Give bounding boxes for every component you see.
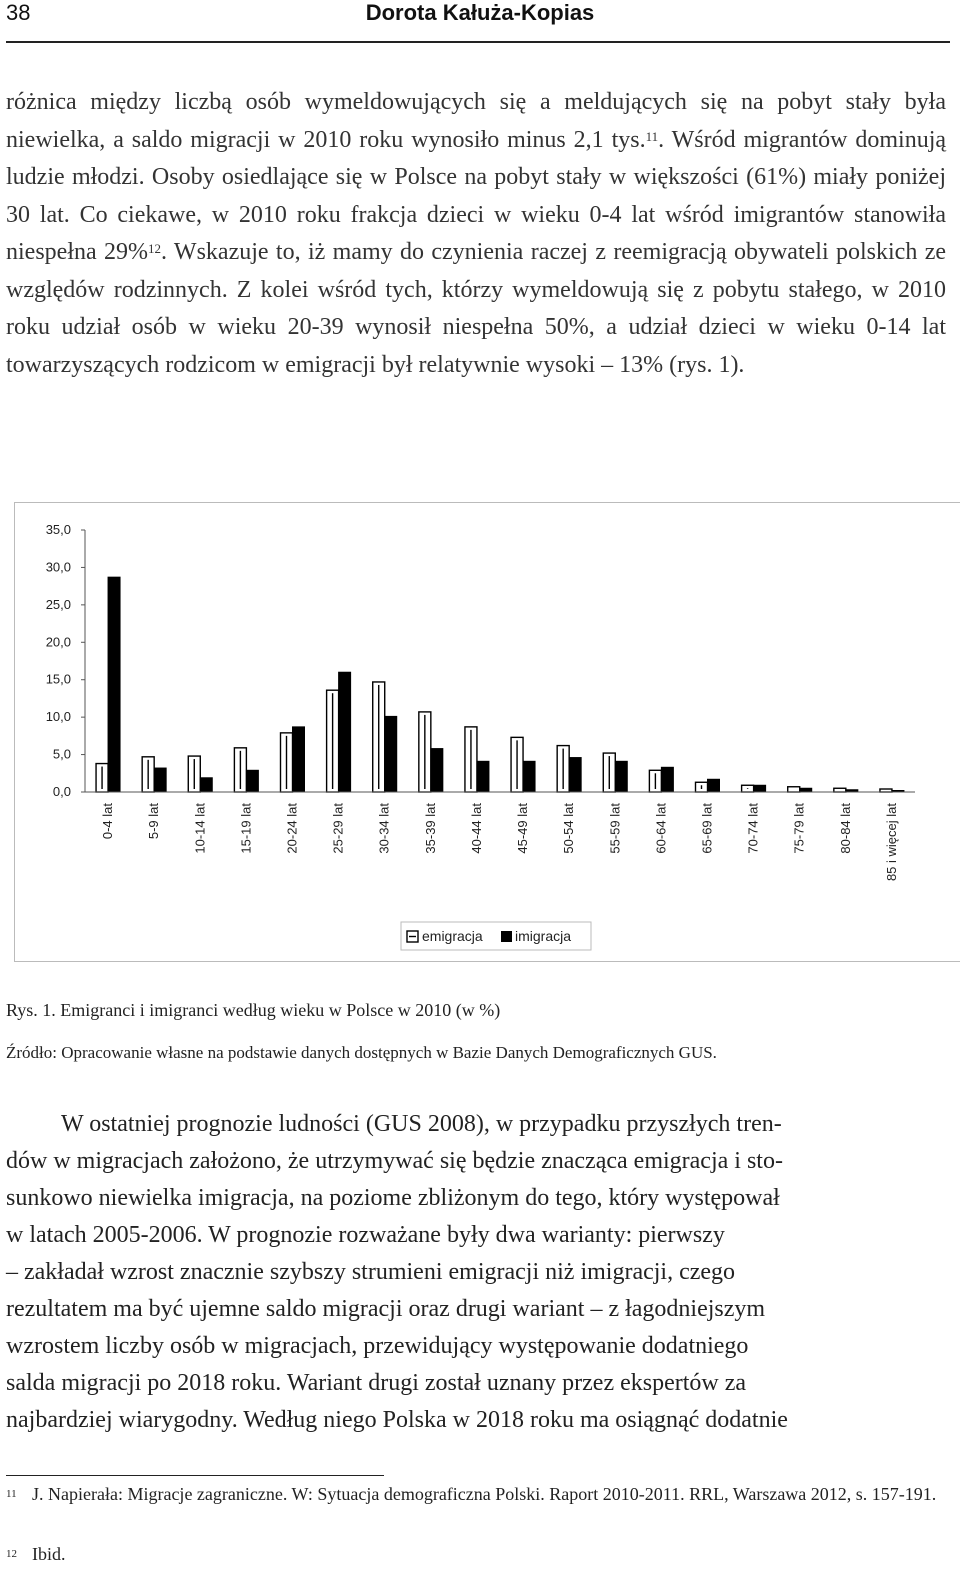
footnote-number: 11 bbox=[6, 1488, 17, 1500]
paragraph-line: wzrostem liczby osób w migracjach, przewidujący występowanie dodatniego bbox=[6, 1333, 749, 1359]
x-category-label: 25-29 lat bbox=[330, 803, 346, 854]
bar-imigracja bbox=[754, 785, 766, 792]
footnote-11 bbox=[6, 1482, 946, 1506]
header-rule bbox=[6, 41, 950, 43]
x-category-label: 20-24 lat bbox=[284, 803, 300, 854]
paragraph-line: dów w migracjach założono, że utrzymywać się będzie znacząca emigracja i sto- bbox=[6, 1148, 783, 1174]
y-tick-label: 5,0 bbox=[52, 746, 71, 762]
legend-swatch-imigracja bbox=[501, 931, 512, 942]
x-category-label: 70-74 lat bbox=[745, 803, 761, 854]
y-tick-label: 10,0 bbox=[45, 709, 71, 725]
body-paragraph-1 bbox=[6, 84, 946, 384]
x-category-label: 0-4 lat bbox=[100, 803, 116, 840]
y-tick-label: 30,0 bbox=[45, 559, 71, 575]
bar-imigracja bbox=[339, 672, 351, 792]
footnote-ref-12[interactable]: 12 bbox=[148, 241, 161, 256]
bar-imigracja bbox=[661, 767, 673, 792]
bar-emigracja bbox=[788, 787, 800, 792]
paragraph-line: sunkowo niewielka imigracja, na poziome zbliżonym do tego, który występował bbox=[6, 1185, 780, 1211]
paragraph-line: rezultatem ma być ujemne saldo migracji oraz drugi wariant – z łagodniejszym bbox=[6, 1296, 766, 1322]
footnote-rule bbox=[6, 1475, 384, 1476]
paragraph-text: różnica między liczbą osób wymeldowujących się a meldujących się na pobyt stały była niewielka, a saldo migracji w 2010 roku wynosiło minus 2,1 tys. bbox=[6, 89, 946, 153]
bar-imigracja bbox=[523, 761, 535, 792]
bar-imigracja bbox=[385, 716, 397, 792]
x-category-label: 50-54 lat bbox=[561, 803, 577, 854]
x-category-label: 75-79 lat bbox=[791, 803, 807, 854]
footnote-number: 12 bbox=[6, 1548, 17, 1560]
x-category-label: 60-64 lat bbox=[653, 803, 669, 854]
bar-imigracja bbox=[200, 778, 212, 792]
bar-imigracja bbox=[477, 761, 489, 792]
x-category-label: 40-44 lat bbox=[468, 803, 484, 854]
y-tick-label: 20,0 bbox=[45, 634, 71, 650]
bar-imigracja bbox=[154, 768, 166, 792]
paragraph-text: . Wśród migrantów dominują ludzie młodzi. Osoby osiedlające się w Polsce na pobyt stały w większości (61%) miały poniżej 30 lat. Co ciekawe, w 2010 roku frakcja dzieci w wieku 0-4 lat wśród imigrantów stanowiła niespełna 29% bbox=[6, 126, 947, 265]
legend-label-emigracja: emigracja bbox=[422, 928, 483, 944]
y-tick-label: 15,0 bbox=[45, 671, 71, 687]
x-category-label: 15-19 lat bbox=[238, 803, 254, 854]
bar-imigracja bbox=[800, 788, 812, 792]
bar-chart bbox=[15, 503, 960, 961]
body-paragraph-2 bbox=[6, 1106, 946, 1439]
figure-chart bbox=[14, 502, 960, 962]
footnote-text: Ibid. bbox=[32, 1544, 66, 1564]
y-tick-label: 25,0 bbox=[45, 596, 71, 612]
footnote-ref-11[interactable]: 11 bbox=[645, 128, 659, 144]
x-category-label: 35-39 lat bbox=[422, 803, 438, 854]
x-category-label: 45-49 lat bbox=[515, 803, 531, 854]
figure-caption: Rys. 1. Emigranci i imigranci według wieku w Polsce w 2010 (w %) bbox=[6, 1000, 501, 1020]
x-category-label: 55-59 lat bbox=[607, 803, 623, 854]
running-head-author: Dorota Kałuża-Kopias bbox=[365, 0, 595, 25]
page-header bbox=[0, 0, 960, 44]
footnote-text: J. Napierała: Migracje zagraniczne. W: Sytuacja demograficzna Polski. Raport 2010-2011. RRL, Warszawa 2012, s. 157-191. bbox=[32, 1484, 937, 1504]
x-category-label: 30-34 lat bbox=[376, 803, 392, 854]
bar-imigracja bbox=[431, 749, 443, 792]
bar-imigracja bbox=[708, 779, 720, 792]
bar-imigracja bbox=[293, 727, 305, 792]
x-category-label: 10-14 lat bbox=[192, 803, 208, 854]
x-category-label: 5-9 lat bbox=[146, 803, 162, 840]
footnote-12 bbox=[6, 1542, 946, 1566]
bar-imigracja bbox=[569, 758, 581, 792]
page-number: 38 bbox=[6, 0, 31, 25]
paragraph-line: W ostatniej prognozie ludności (GUS 2008), w przypadku przyszłych tren- bbox=[61, 1111, 782, 1137]
paragraph-text: . Wskazuje to, iż mamy do czynienia raczej z reemigracją obywateli polskich ze względów rodzinnych. Z kolei wśród tych, którzy wymeldowują się z pobytu stałego, w 2010 roku udział osób w wieku 20-39 wynosił niespełna 50%, a udział dzieci w wieku 0-14 lat towarzyszących rodzicom w emigracji był relatywnie wysoki – 13% (rys. 1). bbox=[6, 239, 946, 378]
figure-source: Źródło: Opracowanie własne na podstawie danych dostępnych w Bazie Danych Demograficznych GUS. bbox=[6, 1043, 717, 1062]
paragraph-line: najbardziej wiarygodny. Według niego Polska w 2018 roku ma osiągnąć dodatnie bbox=[6, 1407, 788, 1433]
x-category-label: 80-84 lat bbox=[837, 803, 853, 854]
legend-label-imigracja: imigracja bbox=[515, 928, 572, 944]
y-tick-label: 0,0 bbox=[52, 784, 71, 799]
paragraph-line: salda migracji po 2018 roku. Wariant drugi został uznany przez ekspertów za bbox=[6, 1370, 747, 1396]
bar-imigracja bbox=[108, 577, 120, 792]
x-category-label: 85 i więcej lat bbox=[883, 803, 899, 882]
bar-imigracja bbox=[246, 770, 258, 792]
bar-imigracja bbox=[615, 761, 627, 792]
bar-emigracja bbox=[834, 788, 846, 792]
paragraph-line: w latach 2005-2006. W prognozie rozważane były dwa warianty: pierwszy bbox=[6, 1222, 725, 1248]
paragraph-line: – zakładał wzrost znacznie szybszy strumieni emigracji niż imigracji, czego bbox=[6, 1259, 736, 1285]
x-category-label: 65-69 lat bbox=[699, 803, 715, 854]
y-tick-label: 35,0 bbox=[45, 522, 71, 537]
